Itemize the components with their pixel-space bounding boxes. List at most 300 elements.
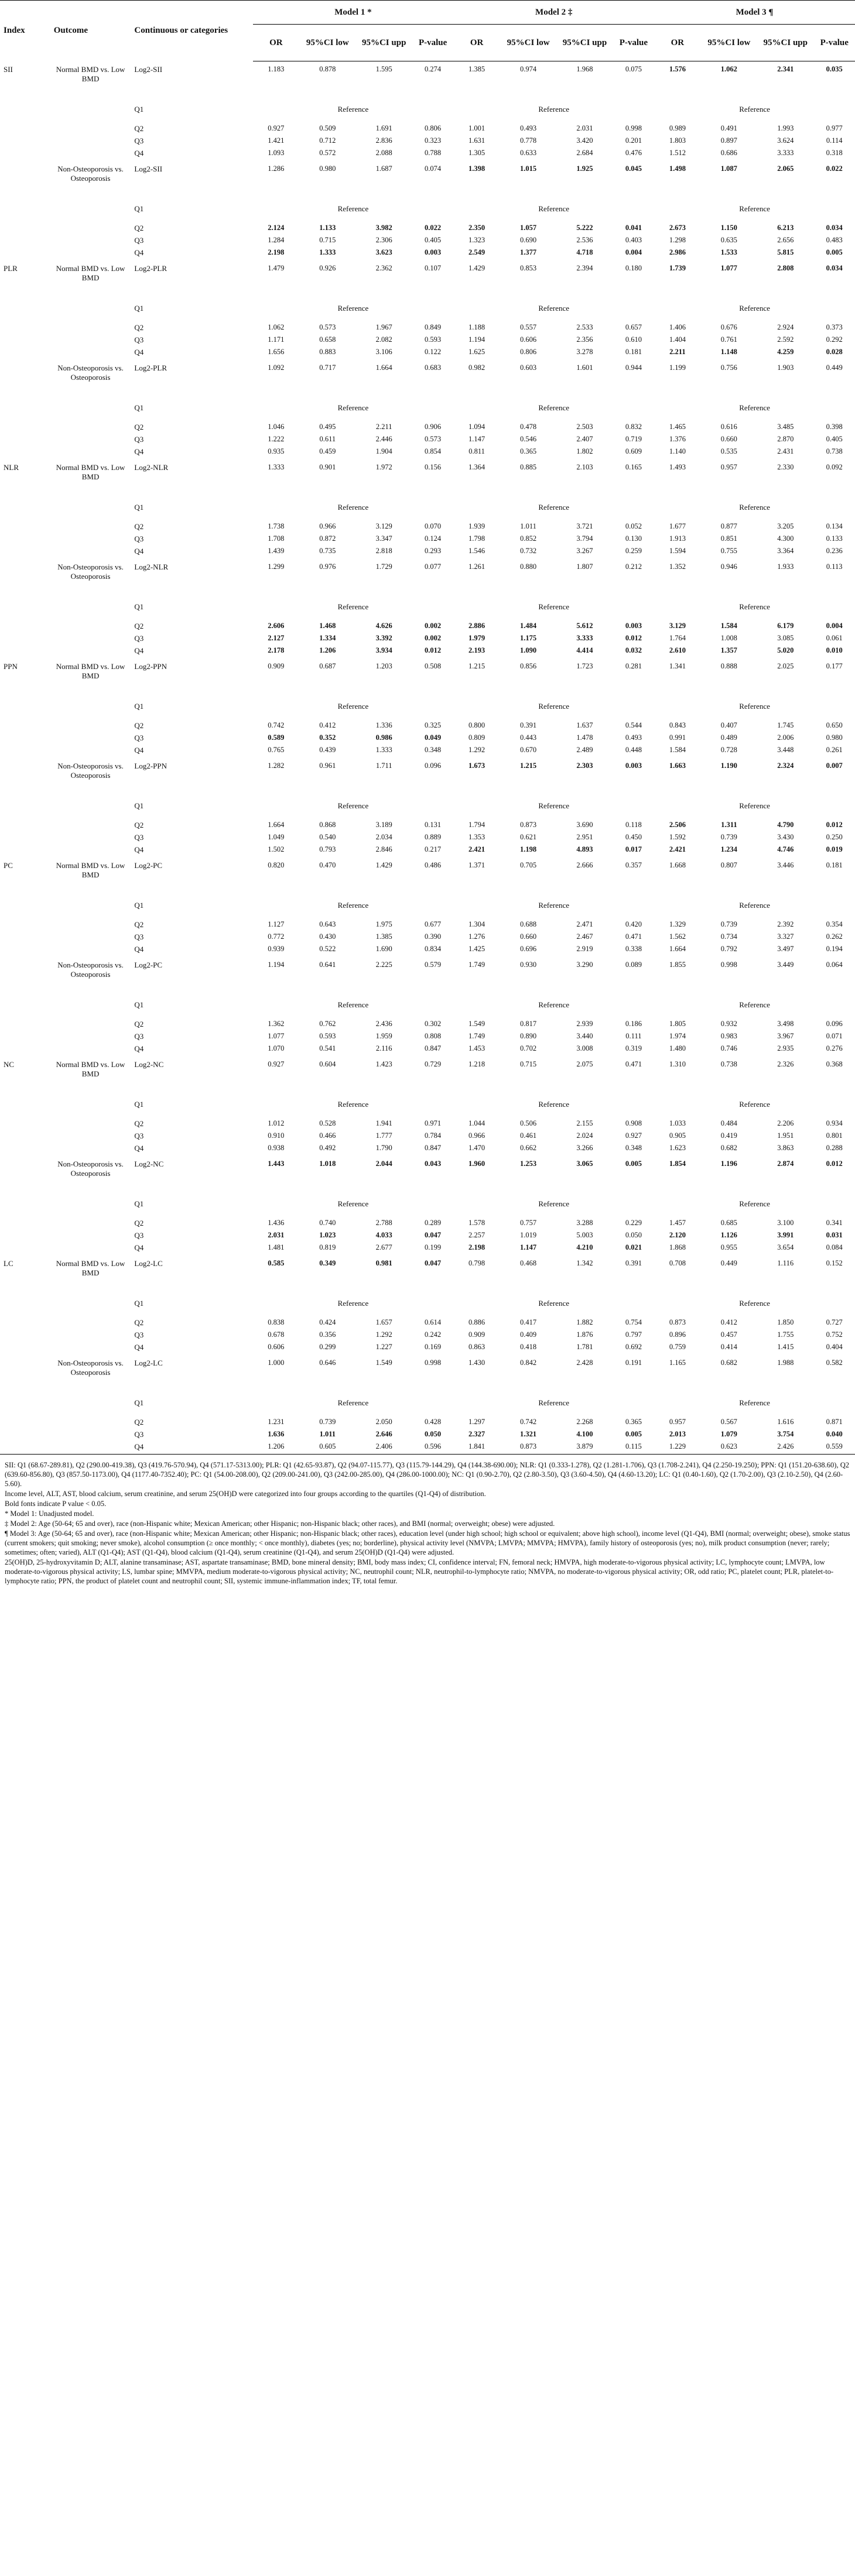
p-value-cell: 0.854: [425, 447, 442, 455]
index-cell: PPN: [4, 661, 18, 671]
category-cell: Q4: [134, 1143, 144, 1152]
reference-cell: Reference: [538, 1398, 570, 1407]
or-cell: 1.664: [268, 820, 285, 829]
table-row: [0, 360, 855, 403]
p-value-cell: 0.262: [826, 932, 843, 941]
ci-low-cell: 1.011: [319, 1429, 336, 1438]
table-body: [0, 61, 855, 1455]
ci-low-cell: 0.419: [720, 1131, 737, 1140]
p-value-cell: 0.357: [625, 860, 642, 869]
p-value-cell: 0.998: [425, 1358, 442, 1367]
ci-low-cell: 0.932: [720, 1019, 737, 1028]
ci-low-cell: 0.685: [720, 1218, 737, 1227]
table-row: [0, 224, 855, 236]
p-value-cell: 0.596: [412, 1442, 453, 1455]
outcome-cell: [50, 236, 131, 248]
table-row: [0, 1243, 855, 1256]
or-cell: 1.480: [669, 1044, 686, 1052]
table-row: [0, 323, 855, 335]
footnote: 25(OH)D, 25-hydroxyvitamin D; ALT, alanine transaminase; AST, aspartate transaminase; BMD, bone mineral density; BMI, body mass index; CI, confidence interval; FN, femoral neck; HMVPA, high moderate-to-vigorous physical activity; LC, lymphocyte count; LMVPA, low moderate-to-vigorous physical activity; LS, lumbar spine; MMVPA, medium moderate-to-vigorous physical activity; NC, neutrophil count; NLR, neutrophil-to-lymphocyte ratio; NMVPA, no moderate-to-vigorous physical activity; OR, odd ratio; PC, platelet count; PLR, platelet-to-lymphocyte ratio; PPN, the product of platelet count and neutrophil count; SII, systemic immune-inflammation index; TF, total femur.: [5, 1558, 834, 1585]
ci-upp-cell: 2.426: [757, 1442, 813, 1455]
ci-low-cell: 0.792: [720, 944, 737, 953]
ci-low-cell: 0.690: [520, 235, 537, 244]
or-cell: 1.855: [669, 960, 686, 969]
p-value-cell: 0.373: [826, 323, 843, 331]
p-value-cell: 0.156: [425, 462, 442, 471]
ci-low-cell: 0.391: [520, 721, 537, 729]
category-cell: Q2: [134, 1019, 144, 1028]
p-value-cell: 0.354: [826, 920, 843, 928]
table-row: [0, 1119, 855, 1131]
outcome-cell: [50, 920, 131, 932]
p-value-cell: 0.391: [625, 1258, 642, 1267]
outcome-cell: [50, 204, 131, 224]
index-cell: [0, 821, 50, 833]
table-row: [0, 124, 855, 136]
reference-cell: Reference: [337, 502, 369, 512]
index-cell: [0, 348, 50, 360]
outcome-cell: Normal BMD vs. Low BMD: [56, 1258, 125, 1277]
ci-low-cell: 0.459: [319, 447, 336, 455]
ci-upp-cell: 1.967: [375, 323, 392, 331]
ci-low-cell: 0.901: [319, 462, 336, 471]
table-row: [0, 1219, 855, 1231]
outcome-cell: [50, 721, 131, 733]
ci-low-cell: 0.688: [520, 920, 537, 928]
category-cell: Q4: [134, 546, 144, 555]
or-cell: 0.909: [268, 661, 285, 670]
index-cell: [0, 136, 50, 149]
ci-low-cell: 1.333: [319, 248, 336, 256]
table-row: [0, 857, 855, 901]
or-cell: 1.425: [468, 944, 485, 953]
p-value-cell: 0.544: [625, 721, 642, 729]
outcome-cell: [50, 1000, 131, 1020]
ci-upp-cell: 3.430: [777, 832, 794, 841]
p-value-cell: 0.002: [425, 633, 442, 642]
or-cell: 1.044: [468, 1119, 485, 1127]
table-header: [0, 1, 855, 61]
or-cell: 1.430: [468, 1358, 485, 1367]
or-cell: 0.811: [468, 447, 485, 455]
ci-upp-cell: 3.290: [576, 960, 593, 969]
p-value-cell: 0.368: [826, 1059, 843, 1068]
or-cell: 1.353: [468, 832, 485, 841]
table-row: [0, 1330, 855, 1343]
ci-upp-cell: 4.259: [777, 347, 794, 356]
table-row: [0, 702, 855, 721]
ci-upp-cell: 3.266: [576, 1143, 593, 1152]
ci-upp-cell: 2.446: [375, 434, 392, 443]
index-cell: [0, 733, 50, 746]
p-value-cell: 0.169: [425, 1342, 442, 1351]
outcome-cell: [50, 136, 131, 149]
or-cell: 1.385: [468, 65, 485, 73]
or-cell: 2.549: [468, 248, 485, 256]
ci-upp-cell: 1.116: [777, 1258, 794, 1267]
or-cell: 1.183: [268, 65, 285, 73]
or-cell: 0.927: [268, 1059, 285, 1068]
p-value-cell: 0.096: [425, 761, 442, 770]
table-row: [0, 733, 855, 746]
index-cell: [0, 1219, 50, 1231]
index-cell: [0, 634, 50, 646]
ci-low-cell: 0.717: [319, 363, 336, 372]
ci-upp-cell: 1.850: [777, 1318, 794, 1326]
category-cell: Q1: [134, 801, 144, 810]
outcome-cell: [50, 124, 131, 136]
reference-cell: Reference: [538, 701, 570, 711]
category-cell: Q3: [134, 1131, 144, 1140]
or-cell: 1.868: [669, 1243, 686, 1251]
ci-upp-cell: 2.356: [576, 335, 593, 344]
category-cell: Log2-NC: [134, 1159, 164, 1168]
ci-low-cell: 0.842: [520, 1358, 537, 1367]
or-cell: 0.939: [268, 944, 285, 953]
ci-upp-cell: 1.203: [375, 661, 392, 670]
p-value-cell: 0.217: [425, 845, 442, 853]
ci-upp-cell: 3.498: [777, 1019, 794, 1028]
ci-low-cell: 1.148: [720, 347, 737, 356]
table-row: [0, 758, 855, 801]
index-cell: [0, 224, 50, 236]
p-value-cell: 0.064: [826, 960, 843, 969]
category-cell: Q2: [134, 522, 144, 531]
or-cell: 0.843: [669, 721, 686, 729]
ci-upp-cell: 3.333: [777, 148, 794, 157]
reference-cell: Reference: [337, 701, 369, 711]
ci-upp-cell: 4.210: [576, 1243, 593, 1251]
p-value-cell: 0.152: [826, 1258, 843, 1267]
table-row: [0, 845, 855, 857]
ci-low-cell: 1.206: [319, 646, 336, 654]
index-cell: [0, 1398, 50, 1418]
p-value-cell: 0.325: [425, 721, 442, 729]
p-value-cell: 0.403: [625, 235, 642, 244]
or-cell: 1.854: [669, 1159, 686, 1168]
ci-low-cell: 1.023: [319, 1230, 336, 1239]
category-cell: Q3: [134, 633, 144, 643]
ci-upp-cell: 1.423: [375, 1059, 392, 1068]
reference-cell: Reference: [337, 801, 369, 810]
outcome-cell: Non-Osteoporosis vs. Osteoporosis: [57, 761, 124, 780]
p-value-cell: 0.292: [826, 335, 843, 344]
index-cell: [0, 833, 50, 845]
subheader-ci-low: 95%CI low: [299, 25, 355, 61]
or-cell: 0.765: [268, 745, 285, 754]
or-cell: 1.093: [268, 148, 285, 157]
or-cell: 1.794: [468, 820, 485, 829]
p-value-cell: 0.610: [625, 335, 642, 344]
or-cell: 1.194: [468, 335, 485, 344]
or-cell: 1.436: [268, 1218, 285, 1227]
ci-low-cell: 0.457: [720, 1330, 737, 1339]
or-cell: 1.282: [268, 761, 285, 770]
ci-low-cell: 0.616: [720, 422, 737, 431]
table-row: [0, 634, 855, 646]
ci-low-cell: 1.468: [319, 621, 336, 630]
ci-upp-cell: 2.471: [576, 920, 593, 928]
p-value-cell: 0.582: [826, 1358, 843, 1367]
category-cell: Q3: [134, 1031, 144, 1041]
ci-low-cell: 1.126: [720, 1230, 737, 1239]
or-cell: 1.625: [468, 347, 485, 356]
outcome-cell: [50, 702, 131, 721]
or-cell: 1.708: [268, 534, 285, 543]
or-cell: 1.979: [468, 633, 485, 642]
ci-low-cell: 0.606: [520, 335, 537, 344]
table-row: [0, 658, 855, 702]
ci-upp-cell: 2.677: [375, 1243, 392, 1251]
ci-upp-cell: 2.034: [375, 832, 392, 841]
or-cell: 1.352: [669, 562, 686, 571]
outcome-cell: [50, 1418, 131, 1430]
outcome-cell: Normal BMD vs. Low BMD: [56, 860, 125, 879]
ci-low-cell: 0.702: [520, 1044, 537, 1052]
category-cell: Q2: [134, 1119, 144, 1128]
outcome-cell: [50, 646, 131, 658]
p-value-cell: 0.005: [625, 1429, 642, 1438]
index-cell: [0, 721, 50, 733]
ci-upp-cell: 2.341: [777, 65, 794, 73]
ci-upp-cell: 2.050: [375, 1417, 392, 1426]
category-cell: Log2-NC: [134, 1059, 164, 1069]
table-row: [0, 1100, 855, 1119]
ci-low-cell: 0.807: [720, 860, 737, 869]
index-cell: PLR: [4, 263, 18, 273]
reference-cell: Reference: [337, 204, 369, 213]
or-cell: 0.957: [669, 1417, 686, 1426]
or-cell: 1.668: [669, 860, 686, 869]
outcome-cell: [50, 1430, 131, 1442]
ci-low-cell: 0.739: [720, 920, 737, 928]
p-value-cell: 0.034: [826, 223, 843, 232]
table-row: [0, 821, 855, 833]
index-cell: [0, 1418, 50, 1430]
or-cell: 0.838: [268, 1318, 285, 1326]
ci-low-cell: 1.484: [520, 621, 537, 630]
ci-upp-cell: 2.536: [576, 235, 593, 244]
or-cell: 1.584: [669, 745, 686, 754]
index-cell: [0, 1020, 50, 1032]
reference-cell: Reference: [538, 602, 570, 611]
ci-upp-cell: 3.420: [576, 136, 593, 145]
outcome-cell: [50, 547, 131, 559]
reference-cell: Reference: [538, 403, 570, 412]
p-value-cell: 0.579: [425, 960, 442, 969]
table-row: [0, 957, 855, 1000]
index-cell: [0, 1442, 50, 1455]
ci-upp-cell: 0.981: [375, 1258, 392, 1267]
or-cell: 2.198: [468, 1243, 485, 1251]
reference-cell: Reference: [739, 1398, 770, 1407]
ci-upp-cell: 2.431: [777, 447, 794, 455]
category-cell: Log2-PPN: [134, 761, 167, 770]
ci-upp-cell: 1.925: [576, 164, 593, 173]
ci-upp-cell: 1.807: [576, 562, 593, 571]
outcome-cell: [50, 503, 131, 522]
ci-low-cell: 0.573: [319, 323, 336, 331]
ci-upp-cell: 2.666: [576, 860, 593, 869]
ci-low-cell: 0.658: [319, 335, 336, 344]
or-cell: 1.429: [468, 263, 485, 272]
reference-cell: Reference: [739, 204, 770, 213]
or-cell: 3.129: [669, 621, 686, 630]
ci-upp-cell: 3.991: [777, 1230, 794, 1239]
category-cell: Q4: [134, 447, 144, 456]
ci-low-cell: 0.611: [319, 434, 336, 443]
index-cell: PC: [4, 860, 13, 870]
p-value-cell: 0.428: [425, 1417, 442, 1426]
outcome-cell: [50, 435, 131, 447]
p-value-cell: 0.508: [425, 661, 442, 670]
p-value-cell: 0.944: [625, 363, 642, 372]
p-value-cell: 0.281: [625, 661, 642, 670]
ci-upp-cell: 1.342: [576, 1258, 593, 1267]
or-cell: 2.257: [468, 1230, 485, 1239]
p-value-cell: 0.405: [425, 235, 442, 244]
ci-upp-cell: 2.846: [375, 845, 392, 853]
p-value-cell: 0.177: [826, 661, 843, 670]
ci-low-cell: 1.133: [319, 223, 336, 232]
outcome-cell: [50, 1119, 131, 1131]
or-cell: 1.803: [669, 136, 686, 145]
ci-low-cell: 0.676: [720, 323, 737, 331]
or-cell: 1.304: [468, 920, 485, 928]
category-cell: Log2-LC: [134, 1258, 163, 1268]
table-row: [0, 622, 855, 634]
ci-low-cell: 0.687: [319, 661, 336, 670]
ci-upp-cell: 3.934: [375, 646, 392, 654]
category-cell: Q3: [134, 534, 144, 543]
ci-upp-cell: 2.406: [356, 1442, 412, 1455]
index-cell: [0, 1000, 50, 1020]
or-cell: 1.305: [468, 148, 485, 157]
reference-cell: Reference: [739, 502, 770, 512]
ci-upp-cell: 1.549: [375, 1358, 392, 1367]
ci-upp-cell: 2.533: [576, 323, 593, 331]
ci-upp-cell: 6.179: [777, 621, 794, 630]
or-cell: 2.198: [268, 248, 285, 256]
ci-low-cell: 0.299: [319, 1342, 336, 1351]
table-row: [0, 1044, 855, 1057]
reference-cell: Reference: [337, 900, 369, 910]
p-value-cell: 0.071: [826, 1031, 843, 1040]
or-cell: 1.404: [669, 335, 686, 344]
ci-low-cell: 0.430: [319, 932, 336, 941]
category-cell: Q2: [134, 323, 144, 332]
ci-upp-cell: 2.211: [375, 422, 392, 431]
table-row: [0, 149, 855, 161]
ci-upp-cell: 1.777: [375, 1131, 392, 1140]
p-value-cell: 0.040: [826, 1429, 843, 1438]
ci-low-cell: 1.196: [720, 1159, 737, 1168]
category-cell: Log2-PPN: [134, 661, 167, 671]
category-cell: Q1: [134, 303, 144, 313]
ci-upp-cell: 2.103: [576, 462, 593, 471]
or-cell: 0.966: [468, 1131, 485, 1140]
subheader-ci-low: 95%CI low: [701, 25, 757, 61]
category-cell: Q2: [134, 1417, 144, 1426]
or-cell: 0.910: [268, 1131, 285, 1140]
p-value-cell: 0.004: [826, 621, 843, 630]
ci-upp-cell: 1.429: [375, 860, 392, 869]
p-value-cell: 0.420: [625, 920, 642, 928]
p-value-cell: 0.181: [826, 860, 843, 869]
outcome-cell: [50, 1318, 131, 1330]
table-row: [0, 335, 855, 348]
or-cell: 1.677: [669, 522, 686, 530]
ci-upp-cell: 1.802: [576, 447, 593, 455]
or-cell: 1.664: [669, 944, 686, 953]
p-value-cell: 0.486: [425, 860, 442, 869]
table-row: [0, 602, 855, 622]
category-cell: Q1: [134, 701, 144, 711]
category-cell: Q1: [134, 1000, 144, 1009]
ci-low-cell: 0.974: [520, 65, 537, 73]
ci-low-cell: 0.715: [520, 1059, 537, 1068]
table-row: [0, 447, 855, 459]
ci-upp-cell: 2.024: [576, 1131, 593, 1140]
reference-cell: Reference: [337, 1199, 369, 1208]
outcome-cell: [50, 634, 131, 646]
ci-low-cell: 1.234: [720, 845, 737, 853]
ci-low-cell: 1.377: [520, 248, 537, 256]
ci-upp-cell: 1.664: [375, 363, 392, 372]
subheader-p-value: P-value: [613, 25, 654, 61]
or-cell: 1.094: [468, 422, 485, 431]
index-cell: [0, 746, 50, 758]
ci-upp-cell: 5.612: [576, 621, 593, 630]
p-value-cell: 0.908: [625, 1119, 642, 1127]
ci-low-cell: 0.853: [520, 263, 537, 272]
ci-low-cell: 0.439: [319, 745, 336, 754]
reference-cell: Reference: [739, 900, 770, 910]
or-cell: 0.989: [669, 124, 686, 132]
p-value-cell: 0.236: [826, 546, 843, 555]
index-cell: [0, 945, 50, 957]
reference-cell: Reference: [337, 104, 369, 114]
index-cell: [0, 920, 50, 932]
category-cell: Q4: [134, 1342, 144, 1352]
table-row: [0, 559, 855, 602]
or-cell: 2.120: [669, 1230, 686, 1239]
index-cell: [0, 1144, 50, 1156]
p-value-cell: 0.113: [826, 562, 843, 571]
or-cell: 2.124: [268, 223, 285, 232]
p-value-cell: 0.061: [826, 633, 843, 642]
index-cell: [0, 204, 50, 224]
ci-low-cell: 0.621: [520, 832, 537, 841]
ci-upp-cell: 4.893: [576, 845, 593, 853]
ci-low-cell: 0.491: [720, 124, 737, 132]
p-value-cell: 0.181: [625, 347, 642, 356]
p-value-cell: 0.593: [425, 335, 442, 344]
reference-cell: Reference: [739, 403, 770, 412]
ci-low-cell: 0.851: [720, 534, 737, 543]
table-row: [0, 304, 855, 323]
index-cell: [0, 932, 50, 945]
p-value-cell: 0.007: [826, 761, 843, 770]
or-cell: 1.594: [669, 546, 686, 555]
subheader-or: OR: [453, 25, 500, 61]
or-cell: 2.673: [669, 223, 686, 232]
ci-low-cell: 0.738: [720, 1059, 737, 1068]
ci-upp-cell: 4.790: [777, 820, 794, 829]
ci-upp-cell: 2.225: [375, 960, 392, 969]
ci-upp-cell: 4.300: [777, 534, 794, 543]
p-value-cell: 0.276: [826, 1044, 843, 1052]
